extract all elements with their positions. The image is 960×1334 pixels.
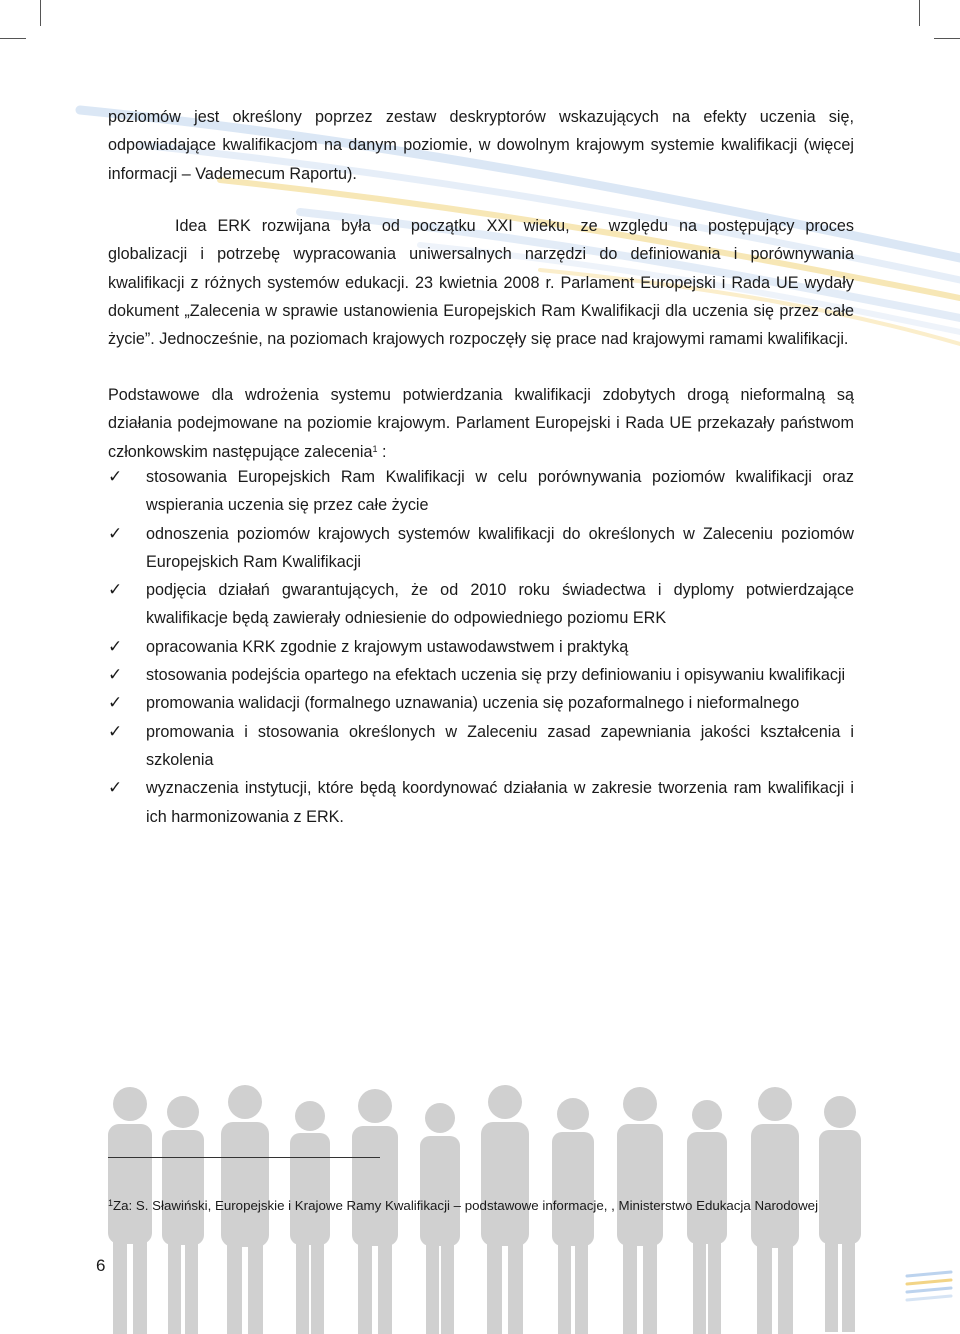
list-item xyxy=(108,633,854,661)
decorative-swoosh-corner xyxy=(905,1268,955,1308)
list-item-text: promowania walidacji (formalnego uznawania) uczenia się pozaformalnego i nieformalnego xyxy=(146,694,800,713)
list-item-text: stosowania podejścia opartego na efektach uczenia się przy definiowaniu i opisywaniu kwalifikacji xyxy=(146,666,846,685)
list-item xyxy=(108,774,854,831)
footnote-text: Za: S. Sławiński, Europejskie i Krajowe Ramy Kwalifikacji – podstawowe informacje, , Ministerstwo Edukacja Narodowej xyxy=(113,1198,819,1213)
list-item xyxy=(108,718,854,775)
list-item-text: wyznaczenia instytucji, które będą koordynować działania w zakresie tworzenia ram kwalifikacji i ich harmonizowania z ERK. xyxy=(146,779,854,826)
page-number: 6 xyxy=(96,1256,106,1275)
crop-mark xyxy=(40,0,41,26)
footnote-divider xyxy=(108,1157,380,1158)
list-item-text: promowania i stosowania określonych w Zaleceniu zasad zapewniania jakości kształcenia i szkolenia xyxy=(146,722,854,769)
paragraph-recommendations xyxy=(108,381,854,466)
check-icon: ✓ xyxy=(108,636,123,657)
list-item-text: podjęcia działań gwarantujących, że od 2010 roku świadectwa i dyplomy potwierdzające kwalifikacje będą zawierały odniesienie do odpowiedniego poziomu ERK xyxy=(146,581,854,628)
check-icon: ✓ xyxy=(108,523,123,544)
check-icon: ✓ xyxy=(108,721,123,742)
footnote-reference: 1 xyxy=(372,443,378,454)
list-item xyxy=(108,463,854,520)
list-item-text: odnoszenia poziomów krajowych systemów kwalifikacji do określonych w Zaleceniu poziomów Europejskich Ram Kwalifikacji xyxy=(146,524,854,571)
list-item xyxy=(108,520,854,577)
crop-mark xyxy=(919,0,920,26)
list-item xyxy=(108,661,854,689)
paragraph-erk-history: Idea ERK rozwijana była od początku XXI wieku, ze względu na postępujący proces globalizacji i potrzebę wypracowania uniwersalnych narzędzi do definiowania i porównywania kwalifikacji z różnych systemów edukacji. 23 kwietnia 2008 r. Parlament Europejski i Rada UE wydały dokument „Zalecenia w sprawie ustanowienia Europejskich Ram Kwalifikacji dla uczenia się przez całe życie”. Jednocześnie, na poziomach krajowych rozpoczęły się prace nad krajowymi ramami kwalifikacji. xyxy=(108,217,854,349)
list-item xyxy=(108,576,854,633)
crop-mark xyxy=(934,38,960,39)
check-icon: ✓ xyxy=(108,665,123,686)
crop-mark xyxy=(0,38,26,39)
check-icon: ✓ xyxy=(108,580,123,601)
paragraph-recommendations-tail: : xyxy=(377,442,387,461)
list-item xyxy=(108,689,854,717)
paragraph-recommendations-text: Podstawowe dla wdrożenia systemu potwierdzania kwalifikacji zdobytych drogą nieformalną są działania podejmowane na poziomie krajowym. Parlament Europejski i Rada UE przekazały państwom członkowskim następujące zalecenia xyxy=(108,386,854,461)
paragraph-intro: poziomów jest określony poprzez zestaw deskryptorów wskazujących na efekty uczenia się, odpowiadające kwalifikacjom na danym poziomie, w dowolnym krajowym systemie kwalifikacji (więcej informacji – Vademecum Raportu). xyxy=(108,108,854,183)
check-icon: ✓ xyxy=(108,778,123,799)
check-icon: ✓ xyxy=(108,467,123,487)
footnote xyxy=(108,1196,868,1216)
check-icon: ✓ xyxy=(108,693,123,714)
footnote-marker: 1 xyxy=(108,1198,114,1208)
recommendations-list xyxy=(108,463,854,831)
list-item-text: stosowania Europejskich Ram Kwalifikacji w celu porównywania poziomów kwalifikacji oraz wspierania uczenia się przez całe życie xyxy=(146,468,854,515)
list-item-text: opracowania KRK zgodnie z krajowym ustawodawstwem i praktyką xyxy=(146,637,629,656)
